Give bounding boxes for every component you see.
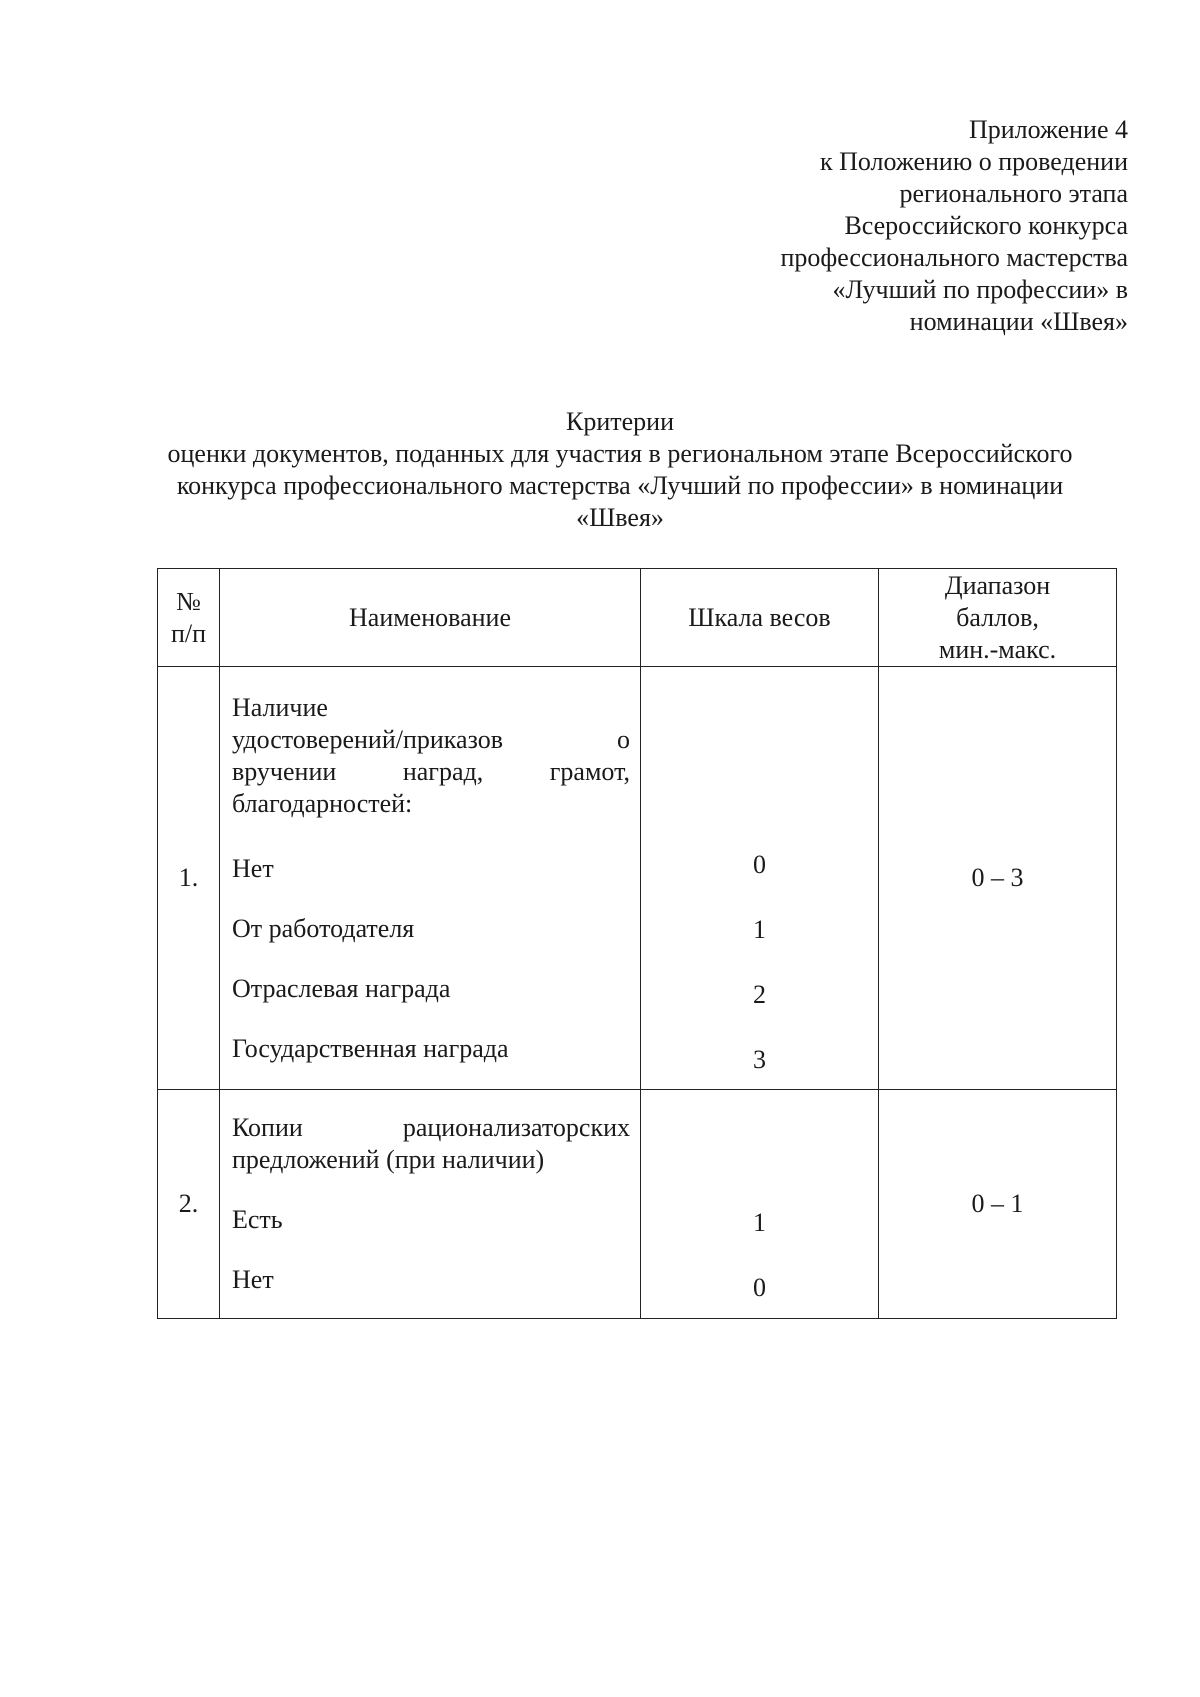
header-name: Наименование bbox=[220, 569, 641, 667]
header-range-line: баллов, bbox=[956, 602, 1039, 632]
title-line: «Швея» bbox=[576, 503, 664, 532]
document-title bbox=[120, 406, 1120, 534]
criterion-title: Наличие bbox=[232, 692, 328, 722]
option-label: От работодателя bbox=[232, 913, 415, 943]
appendix-line: «Лучший по профессии» в bbox=[832, 275, 1128, 304]
appendix-line: номинации «Швея» bbox=[909, 307, 1128, 336]
appendix-line: Всероссийского конкурса bbox=[844, 211, 1128, 240]
appendix-line: регионального этапа bbox=[899, 179, 1128, 208]
option-label: Нет bbox=[232, 853, 274, 883]
option-label: Есть bbox=[232, 1205, 283, 1234]
title-line: оценки документов, поданных для участия в региональном этапе Всероссийского bbox=[167, 439, 1073, 468]
criterion-word: вручении bbox=[232, 756, 337, 786]
header-number-abbr: п/п bbox=[170, 618, 207, 648]
header-range-line: мин.-макс. bbox=[938, 634, 1057, 664]
row-weights-cell bbox=[641, 1090, 879, 1319]
row-name-cell bbox=[220, 1090, 641, 1319]
criterion-word: удостоверений/приказов bbox=[232, 724, 503, 754]
header-range bbox=[879, 569, 1117, 667]
row-number: 2. bbox=[158, 1090, 220, 1319]
table-row bbox=[158, 1090, 1117, 1319]
row-range: 0 – 1 bbox=[879, 1090, 1117, 1319]
appendix-header bbox=[428, 114, 1128, 338]
row-weights-cell bbox=[641, 667, 879, 1090]
criterion-word: о bbox=[617, 724, 630, 754]
criterion-word: рационализаторских bbox=[402, 1113, 630, 1142]
criterion-title-line: предложений (при наличии) bbox=[232, 1145, 545, 1174]
header-number bbox=[158, 569, 220, 667]
title-heading: Критерии bbox=[566, 407, 674, 436]
option-label: Отраслевая награда bbox=[232, 973, 451, 1003]
header-number-sign: № bbox=[176, 586, 201, 616]
table-header-row bbox=[158, 569, 1117, 667]
option-label: Государственная награда bbox=[232, 1033, 509, 1063]
option-label: Нет bbox=[232, 1265, 274, 1294]
criterion-word: Копии bbox=[232, 1113, 303, 1142]
weight-value: 0 bbox=[753, 1273, 766, 1302]
table-row bbox=[158, 667, 1117, 1090]
row-range: 0 – 3 bbox=[879, 667, 1117, 1090]
criterion-title-line bbox=[232, 724, 630, 756]
row-name-cell bbox=[220, 667, 641, 1090]
weight-value: 1 bbox=[753, 915, 766, 944]
criterion-title-line bbox=[232, 756, 630, 788]
appendix-line: профессионального мастерства bbox=[780, 243, 1128, 272]
weight-value: 1 bbox=[753, 1208, 766, 1237]
criteria-table bbox=[157, 568, 1117, 1319]
row-number: 1. bbox=[158, 667, 220, 1090]
criterion-word: грамот, bbox=[549, 756, 630, 786]
criterion-title-line bbox=[232, 1112, 630, 1144]
criterion-title-line: благодарностей: bbox=[232, 788, 413, 818]
weight-value: 3 bbox=[753, 1045, 766, 1074]
appendix-line: к Положению о проведении bbox=[819, 147, 1128, 176]
header-range-line: Диапазон bbox=[944, 570, 1051, 600]
criterion-word: наград, bbox=[402, 756, 484, 786]
header-weights: Шкала весов bbox=[641, 569, 879, 667]
weight-value: 0 bbox=[753, 850, 766, 879]
title-line: конкурса профессионального мастерства «Лучший по профессии» в номинации bbox=[176, 471, 1064, 500]
appendix-line: Приложение 4 bbox=[968, 115, 1128, 144]
weight-value: 2 bbox=[753, 980, 766, 1009]
